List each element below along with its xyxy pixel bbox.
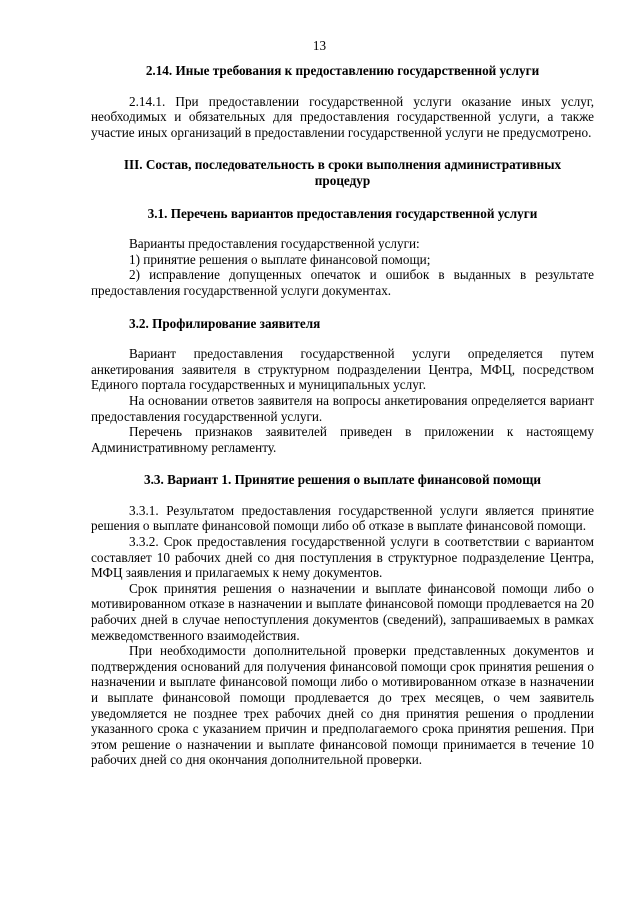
page-number: 13 xyxy=(312,38,327,53)
section-3-1-item-2: 2) исправление допущенных опечаток и ошибок в выданных в результате предоставления государственной услуги документах. xyxy=(91,267,594,298)
section-3-1-intro: Варианты предоставления государственной услуги: xyxy=(129,236,420,252)
section-3-2-paragraph-2: На основании ответов заявителя на вопросы анкетирования определяется вариант предоставления государственной услуги. xyxy=(91,392,594,424)
section-3-2-heading: 3.2. Профилирование заявителя xyxy=(129,315,321,331)
section-3-2-paragraph-1: Вариант предоставления государственной услуги определяется путем анкетирования заявителя в структурном подразделении Центра, МФЦ, посредством Единого портала государственных и муниципальных услуг. xyxy=(91,346,594,393)
section-2-14-1-paragraph: 2.14.1. При предоставлении государственной услуги оказание иных услуг, необходимых и обязательных для предоставления государственной услуги, а также участие иных организаций в предоставлении государственной услуги не предусмотрено. xyxy=(91,93,594,140)
section-3-3-1-paragraph: 3.3.1. Результатом предоставления государственной услуги является принятие решения о выплате финансовой помощи либо об отказе в выплате финансовой помощи. xyxy=(91,502,594,534)
section-3-3-2-paragraph: 3.3.2. Срок предоставления государственной услуги в соответствии с вариантом составляет 10 рабочих дней со дня поступления в структурное подразделение Центра, МФЦ заявления и прилагаемых к нему документов. xyxy=(91,534,594,581)
section-3-3-paragraph-4: При необходимости дополнительной проверки представленных документов и подтверждения оснований для получения финансовой помощи срок принятия решения о назначении и выплате финансовой помощи либо о мотивированном отказе в назначении и выплате финансовой помощи продлевается до трех месяцев, о чем заявитель уведомляется не позднее трех рабочих дней со дня принятия решения о продлении указанного срока с указанием причин и предполагаемого срока принятия решения. При этом решение о назначении и выплате финансовой помощи принимается в течение 10 рабочих дней со дня окончания дополнительной проверки. xyxy=(91,643,594,768)
section-3-3-heading: 3.3. Вариант 1. Принятие решения о выплате финансовой помощи xyxy=(144,472,541,488)
chapter-3-heading: III. Состав, последовательность в сроки выполнения административных процедур xyxy=(123,157,562,188)
section-3-1-heading: 3.1. Перечень вариантов предоставления государственной услуги xyxy=(147,205,538,221)
section-3-2-paragraph-3: Перечень признаков заявителей приведен в приложении к настоящему Административному регламенту. xyxy=(91,424,594,455)
section-3-1-item-1: 1) принятие решения о выплате финансовой помощи; xyxy=(129,251,431,267)
section-3-3-paragraph-3: Срок принятия решения о назначении и выплате финансовой помощи либо о мотивированном отказе в назначении и выплате финансовой помощи продлевается на 20 рабочих дней в случае непоступления документов (сведений), запрашиваемых в рамках межведомственного взаимодействия. xyxy=(91,580,594,643)
section-2-14-heading: 2.14. Иные требования к предоставлению государственной услуги xyxy=(145,63,540,78)
page-content xyxy=(91,63,594,768)
